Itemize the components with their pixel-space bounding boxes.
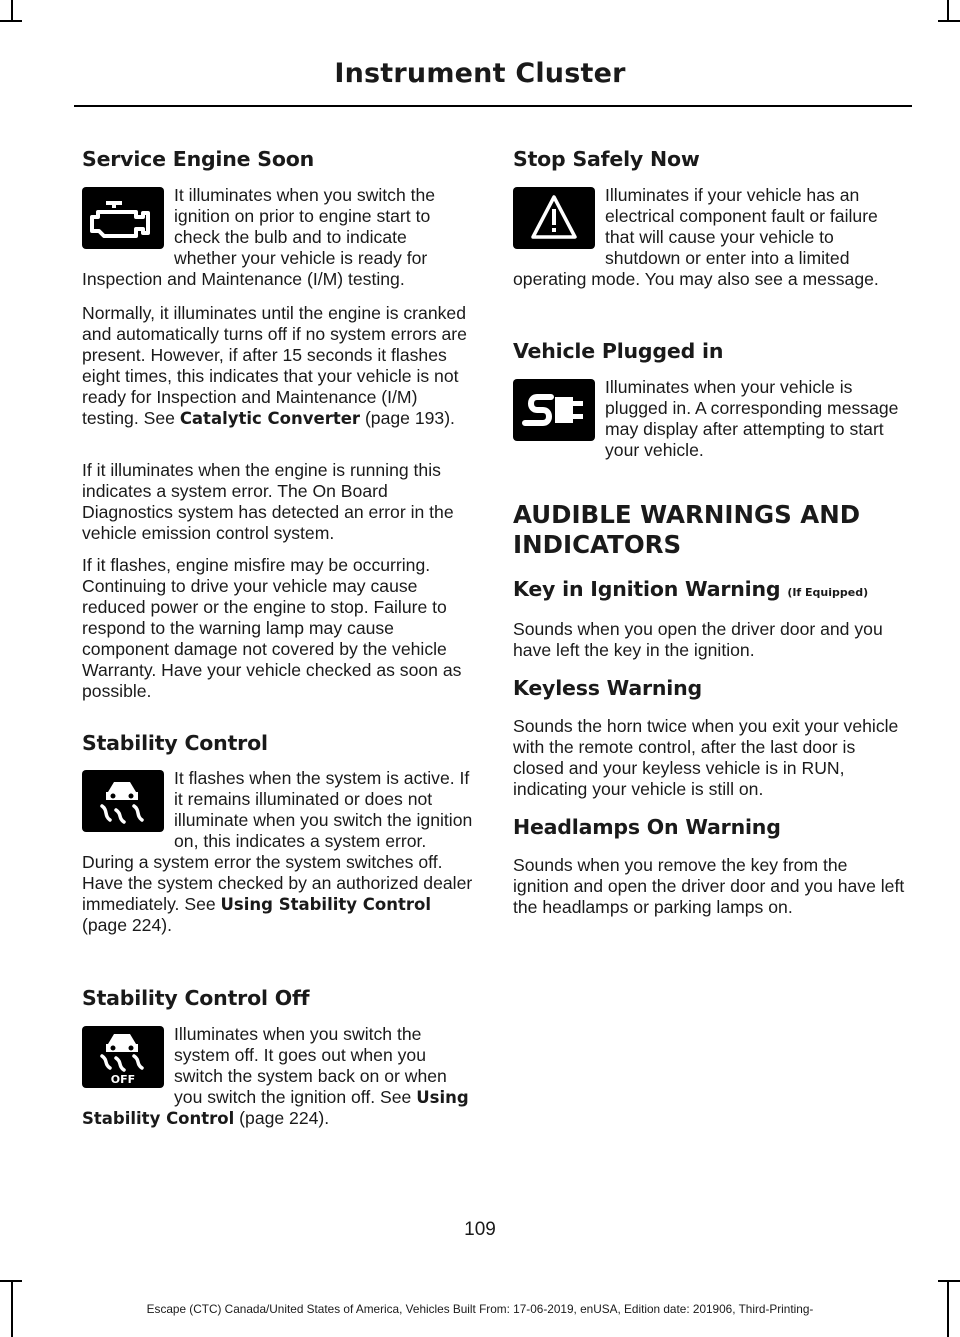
warning-triangle-icon bbox=[513, 187, 595, 249]
key-in-ignition-title: Key in Ignition Warning bbox=[513, 577, 781, 601]
key-paragraph: Sounds when you open the driver door and you have left the key in the ignition. bbox=[513, 619, 883, 660]
engine-paragraph-4: If it flashes, engine misfire may be occurring. Continuing to drive your vehicle may cause reduced power or the engine to stop. Failure to respond to the warning lamp may cause component damage not covered by the vehicle Warranty. Have your vehicle checked as soon as possible. bbox=[82, 555, 462, 701]
heading-vehicle-plugged-in: Vehicle Plugged in bbox=[513, 339, 724, 363]
stop-paragraph-text: Illuminates if your vehicle has an electrical component fault or failure that will cause your vehicle to shutdown or enter into a limited operating mode. You may also see a message. bbox=[513, 185, 879, 289]
heading-key-in-ignition-warning bbox=[513, 577, 905, 601]
footer-text: Escape (CTC) Canada/United States of America, Vehicles Built From: 17-06-2019, enUSA, Edition date: 201906, Third-Printing- bbox=[146, 1302, 814, 1316]
stability-paragraph-text: It flashes when the system is active. If it remains illuminated or does not illuminate when you switch the ignition on, this indicates a system error. During a system error the system switches off. Have the system checked by an authorized dealer immediately. See bbox=[82, 768, 473, 914]
heading-service-engine-soon: Service Engine Soon bbox=[82, 147, 315, 171]
section-heading-audible-warnings: AUDIBLE WARNINGS AND INDICATORS bbox=[513, 500, 861, 559]
stability-paragraph bbox=[82, 768, 474, 936]
vehicle-plugged-in-icon bbox=[513, 379, 595, 441]
engine-paragraph-3: If it illuminates when the engine is running this indicates a system error. The On Board Diagnostics system has detected an error in the vehicle emission control system. bbox=[82, 460, 454, 543]
stability-control-icon bbox=[82, 770, 164, 832]
crop-mark bbox=[0, 20, 22, 22]
engine-paragraph-2 bbox=[82, 303, 474, 429]
catalytic-converter-link[interactable]: Catalytic Converter bbox=[179, 409, 361, 428]
stability-off-paragraph-text: Illuminates when you switch the system off. It goes out when you switch the system back on or when you switch the ignition off. See bbox=[174, 1024, 447, 1107]
heading-stability-control-off: Stability Control Off bbox=[82, 986, 310, 1010]
check-engine-icon bbox=[82, 187, 164, 249]
stability-off-paragraph-page: (page 224). bbox=[234, 1108, 330, 1128]
engine-paragraph-1 bbox=[82, 185, 474, 290]
engine-paragraph-2-page: (page 193). bbox=[360, 408, 455, 428]
plugged-paragraph bbox=[513, 377, 905, 461]
keyless-paragraph: Sounds the horn twice when you exit your vehicle with the remote control, after the last door is closed and your keyless vehicle is in RUN, indicating your vehicle is still on. bbox=[513, 716, 899, 799]
heading-stop-safely-now: Stop Safely Now bbox=[513, 147, 700, 171]
off-label: OFF bbox=[110, 1073, 136, 1086]
plugged-paragraph-text: Illuminates when your vehicle is plugged in. A corresponding message may display after attempting to start your vehicle. bbox=[605, 377, 899, 460]
page-number: 109 bbox=[464, 1219, 496, 1240]
crop-mark bbox=[947, 0, 949, 22]
header-rule bbox=[74, 105, 912, 107]
using-stability-control-link[interactable]: Using Stability Control bbox=[220, 895, 431, 914]
engine-paragraph-1-text: It illuminates when you switch the ignition on prior to engine start to check the bulb and to indicate whether your vehicle is ready for Inspection and Maintenance (I/M) testing. bbox=[82, 185, 436, 289]
heading-headlamps-on-warning: Headlamps On Warning bbox=[513, 815, 781, 839]
stability-off-paragraph bbox=[82, 1024, 474, 1129]
crop-mark bbox=[0, 1280, 22, 1282]
stop-paragraph bbox=[513, 185, 905, 290]
stability-paragraph-page: (page 224). bbox=[82, 915, 172, 935]
crop-mark bbox=[938, 20, 960, 22]
page-title: Instrument Cluster bbox=[334, 58, 626, 89]
heading-stability-control: Stability Control bbox=[82, 731, 268, 755]
using-stability-control-link[interactable]: Using Stability Control bbox=[82, 1088, 469, 1128]
engine-paragraph-2-text: Normally, it illuminates until the engine is cranked and automatically turns off if no system errors are present. However, if after 15 seconds it flashes eight times, this indicates that your vehicle is not ready for Inspection and Maintenance (I/M) testing. See bbox=[82, 303, 467, 428]
heading-keyless-warning: Keyless Warning bbox=[513, 676, 702, 700]
stability-control-off-icon bbox=[82, 1026, 164, 1088]
headlamps-paragraph: Sounds when you remove the key from the ignition and open the driver door and you have left the headlamps or parking lamps on. bbox=[513, 855, 905, 917]
crop-mark bbox=[11, 0, 13, 22]
crop-mark bbox=[938, 1280, 960, 1282]
if-equipped-qualifier: (If Equipped) bbox=[787, 586, 869, 599]
